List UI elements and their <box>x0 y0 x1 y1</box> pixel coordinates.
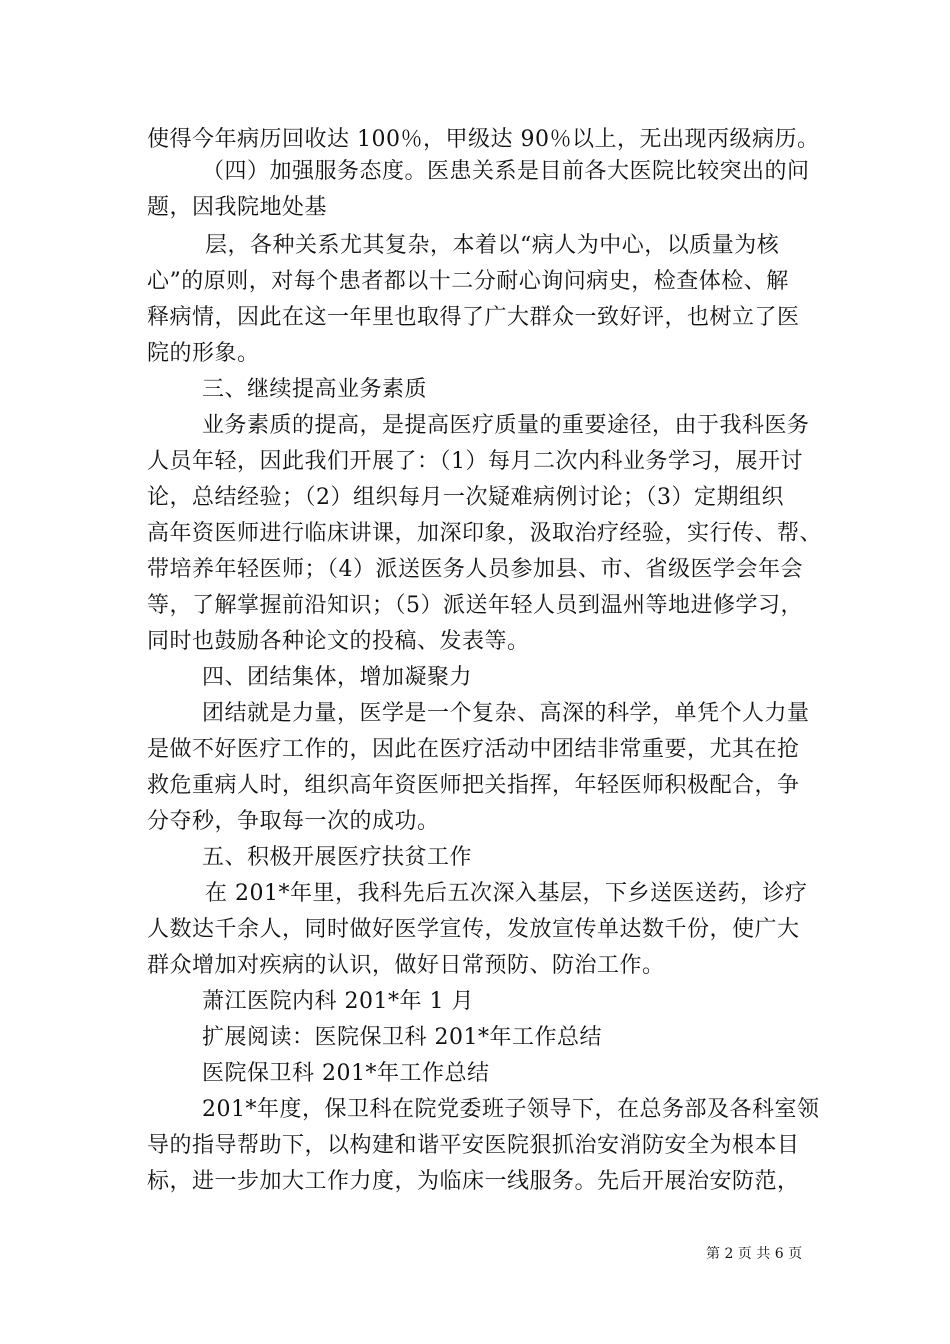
text-line: 题，因我院地处基 <box>147 195 328 220</box>
text-line: 业务素质的提高，是提高医疗质量的重要途径，由于我科医务 <box>202 413 810 438</box>
text-line: 层，各种关系尤其复杂，本着以“病人为中心，以质量为核 <box>205 233 780 258</box>
section-title: 医院保卫科 201*年工作总结 <box>202 1061 490 1086</box>
text-line: 标，进一步加大工作力度，为临床一线服务。先后开展治安防范， <box>147 1169 800 1194</box>
section-heading: 四、团结集体，增加凝聚力 <box>202 665 473 690</box>
section-heading: 五、积极开展医疗扶贫工作 <box>202 845 473 870</box>
text-line: 在 201*年里，我科先后五次深入基层，下乡送医送药，诊疗 <box>205 881 808 906</box>
text-line: 等，了解掌握前沿知识；（5）派送年轻人员到温州等地进修学习， <box>147 593 803 618</box>
text-line: 高年资医师进行临床讲课，加深印象，汲取治疗经验，实行传、帮、 <box>147 521 823 546</box>
text-line: 201*年度，保卫科在院党委班子领导下，在总务部及各科室领 <box>202 1097 820 1122</box>
text-line: 是做不好医疗工作的，因此在医疗活动中团结非常重要，尤其在抢 <box>147 737 800 762</box>
text-line: 心”的原则，对每个患者都以十二分耐心询问病史，检查体检、解 <box>147 269 789 294</box>
text-line: 分夺秒，争取每一次的成功。 <box>147 809 440 834</box>
text-line: 人数达千余人，同时做好医学宣传，发放宣传单达数千份，使广大 <box>147 917 800 942</box>
page-number: 第 2 页 共 6 页 <box>706 1246 803 1262</box>
signature-line: 萧江医院内科 201*年 1 月 <box>202 989 474 1014</box>
text-line: 释病情，因此在这一年里也取得了广大群众一致好评，也树立了医 <box>147 305 800 330</box>
text-line: 导的指导帮助下，以构建和谐平安医院狠抓治安消防安全为根本目 <box>147 1133 800 1158</box>
section-heading: 三、继续提高业务素质 <box>202 377 428 402</box>
text-line: 群众增加对疾病的认识，做好日常预防、防治工作。 <box>147 953 665 978</box>
text-line: 院的形象。 <box>147 341 260 366</box>
text-line: 论，总结经验；（2）组织每月一次疑难病例讨论；（3）定期组织 <box>147 485 784 510</box>
text-line: （四）加强服务态度。医患关系是目前各大医院比较突出的问 <box>202 159 810 184</box>
text-line: 团结就是力量，医学是一个复杂、高深的科学，单凭个人力量 <box>202 701 810 726</box>
text-line: 人员年轻，因此我们开展了：（1）每月二次内科业务学习，展开讨 <box>147 449 803 474</box>
extended-reading-title: 扩展阅读：医院保卫科 201*年工作总结 <box>202 1025 602 1050</box>
text-line: 使得今年病历回收达 100％，甲级达 90％以上，无出现丙级病历。 <box>147 127 820 152</box>
text-line: 带培养年轻医师；（4）派送医务人员参加县、市、省级医学会年会 <box>147 557 803 582</box>
text-line: 救危重病人时，组织高年资医师把关指挥，年轻医师积极配合，争 <box>147 773 800 798</box>
text-line: 同时也鼓励各种论文的投稿、发表等。 <box>147 629 530 654</box>
